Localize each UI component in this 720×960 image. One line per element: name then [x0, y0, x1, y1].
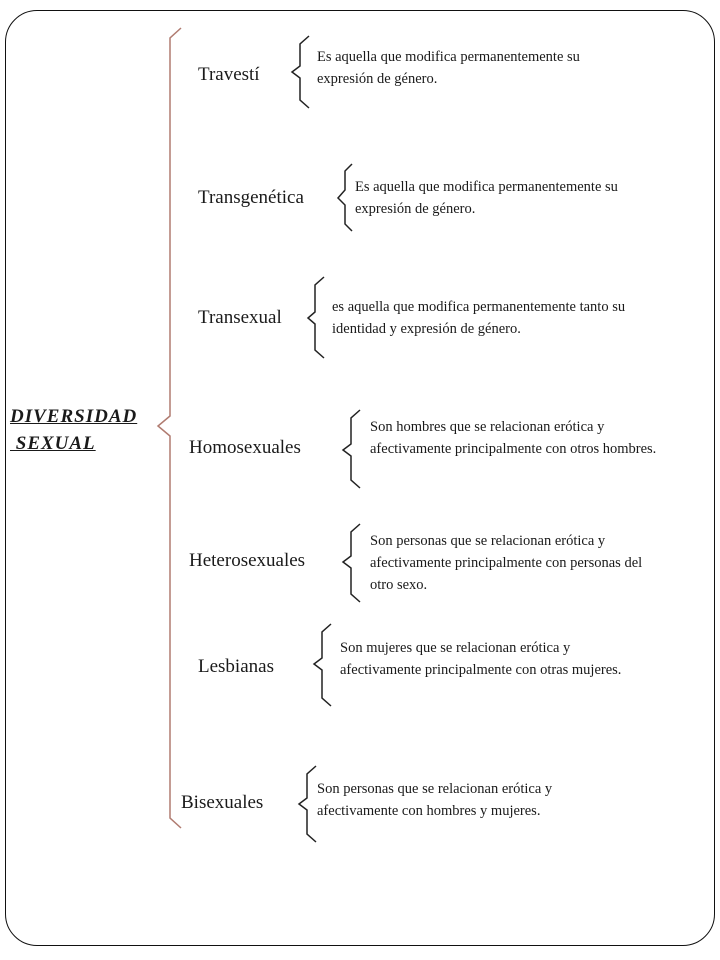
- definition-transexual: es aquella que modifica permanentemente tanto su identidad y expresión de género.: [332, 299, 626, 337]
- term-travesti: Travestí: [198, 64, 260, 85]
- sub-bracket-transgenetica: [338, 164, 352, 231]
- definition-lesbianas: Son mujeres que se relacionan erótica y afectivamente principalmente con otras mujeres.: [340, 640, 622, 678]
- definition-transgenetica: Es aquella que modifica permanentemente su expresión de género.: [355, 179, 618, 217]
- definition-bisexuales: Son personas que se relacionan erótica y afectivamente con hombres y mujeres.: [317, 781, 553, 819]
- definition-travesti: Es aquella que modifica permanentemente su expresión de género.: [317, 49, 580, 87]
- definition-heterosexuales: Son personas que se relacionan erótica y afectivamente principalmente con personas del otro sexo.: [370, 533, 643, 593]
- sub-bracket-lesbianas: [314, 624, 331, 706]
- root-label: DIVERSIDAD SEXUAL: [10, 406, 138, 454]
- term-bisexuales: Bisexuales: [181, 792, 264, 813]
- term-heterosexuales: Heterosexuales: [189, 550, 306, 571]
- term-transexual: Transexual: [198, 307, 282, 328]
- sub-bracket-bisexuales: [299, 766, 316, 842]
- sub-bracket-travesti: [292, 36, 309, 108]
- definition-homosexuales: Son hombres que se relacionan erótica y afectivamente principalmente con otros hombres.: [370, 419, 657, 457]
- term-transgenetica: Transgenética: [198, 187, 304, 208]
- main-bracket: [158, 28, 181, 828]
- sub-bracket-transexual: [308, 277, 324, 358]
- sub-bracket-homosexuales: [343, 410, 360, 488]
- term-lesbianas: Lesbianas: [198, 656, 274, 677]
- sub-bracket-heterosexuales: [343, 524, 360, 602]
- term-homosexuales: Homosexuales: [189, 437, 301, 458]
